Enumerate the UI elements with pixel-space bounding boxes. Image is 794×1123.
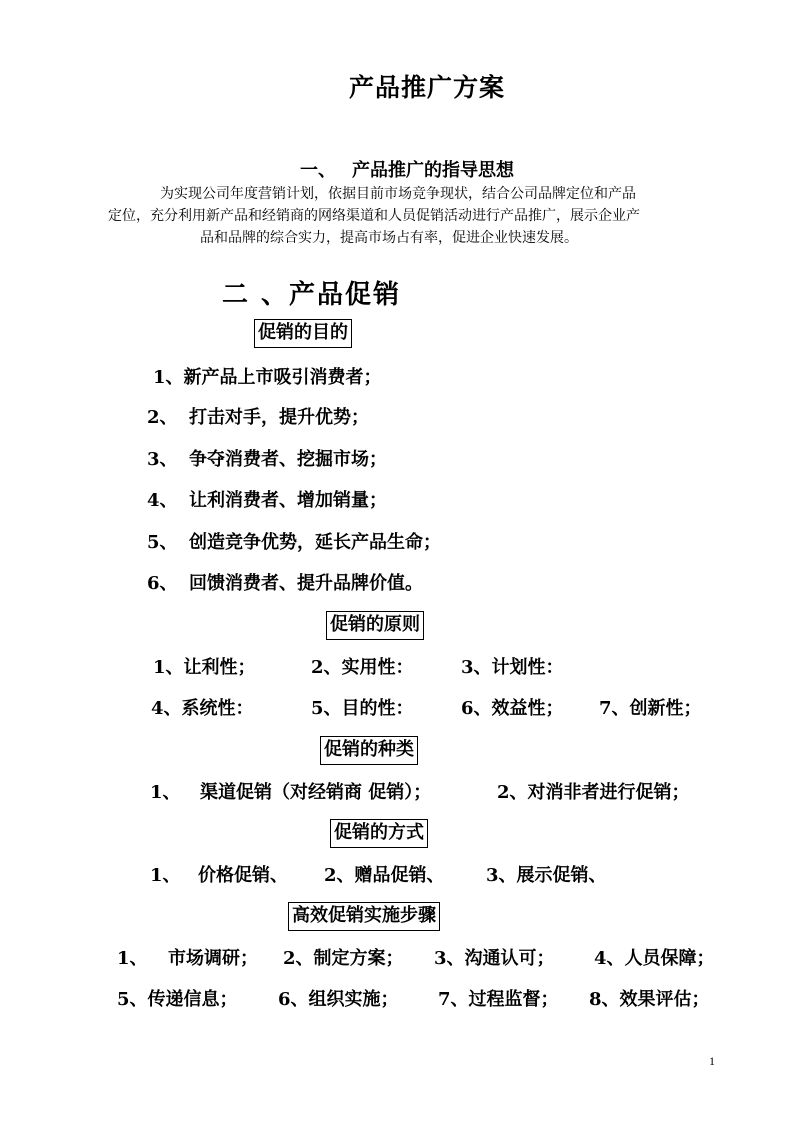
step-7: 7、过程监督； (438, 989, 559, 1010)
steps-label: 高效促销实施步骤 (288, 902, 440, 931)
principle-2: 2、实用性： (311, 657, 414, 678)
types-item-2: 2、对消非者进行促销； (497, 782, 690, 803)
purpose-item-text: 创造竞争优势，延长产品生命； (189, 532, 441, 553)
purpose-item-text: 新产品上市吸引消费者； (183, 367, 382, 388)
step-2: 2、制定方案； (283, 948, 404, 969)
section1-title: 产品推广的指导思想 (352, 160, 514, 181)
purpose-item-num: 3、 (147, 449, 178, 470)
types-label: 促销的种类 (320, 736, 418, 765)
types-num: 1、 (150, 782, 181, 803)
method-1: 价格促销、 (198, 865, 288, 886)
purpose-item-text: 争夺消费者、挖掘市场； (189, 449, 387, 470)
purpose-item-1 (153, 366, 382, 390)
purpose-item-3 (147, 448, 387, 472)
purpose-label: 促销的目的 (254, 319, 352, 348)
purpose-item-2 (147, 406, 369, 430)
paragraph-line-3: 品和品牌的综合实力，提高市场占有率，促进企业快速发展。 (200, 230, 578, 246)
purpose-item-5 (147, 531, 441, 555)
principle-4: 4、系统性： (151, 698, 254, 719)
purpose-item-text: 让利消费者、增加销量； (189, 490, 387, 511)
types-item-1: 渠道促销（对经销商 促销）； (200, 782, 432, 803)
step-6: 6、组织实施； (278, 989, 399, 1010)
step-8: 8、效果评估； (589, 989, 710, 1010)
purpose-item-num: 2、 (147, 407, 178, 428)
section2-heading: 二 、产品促销 (222, 280, 402, 310)
principle-1: 1、让利性； (153, 657, 256, 678)
step-3: 3、沟通认可； (434, 948, 555, 969)
step-5: 5、传递信息； (117, 989, 238, 1010)
method-3: 3、展示促销、 (486, 865, 607, 886)
paragraph-line-2: 定位，充分利用新产品和经销商的网络渠道和人员促销活动进行产品推广，展示企业产 (108, 208, 640, 224)
paragraph-line-1: 为实现公司年度营销计划，依据目前市场竞争现状，结合公司品牌定位和产品 (160, 186, 636, 202)
purpose-item-num: 6、 (147, 573, 178, 594)
step-4: 4、人员保障； (594, 948, 715, 969)
purpose-item-text: 回馈消费者、提升品牌价值。 (189, 573, 423, 594)
principle-5: 5、目的性： (311, 698, 414, 719)
section1-number: 一、 (300, 160, 336, 181)
purpose-item-text: 打击对手，提升优势； (189, 407, 369, 428)
principle-3: 3、计划性： (461, 657, 564, 678)
purpose-item-num: 5、 (147, 532, 178, 553)
page-number: 1 (709, 1054, 715, 1068)
principle-7: 7、创新性； (599, 698, 702, 719)
step-1: 市场调研； (168, 948, 258, 969)
document-title: 产品推广方案 (348, 73, 505, 102)
purpose-item-4 (147, 489, 387, 513)
section1-heading (300, 156, 514, 182)
principles-label: 促销的原则 (326, 611, 424, 640)
steps-num: 1、 (117, 948, 148, 969)
purpose-item-6 (147, 572, 423, 596)
methods-num: 1、 (150, 865, 181, 886)
principle-6: 6、效益性； (461, 698, 564, 719)
purpose-item-num: 4、 (147, 490, 178, 511)
method-2: 2、赠品促销、 (324, 865, 445, 886)
methods-label: 促销的方式 (330, 819, 428, 848)
purpose-item-num: 1、 (153, 367, 184, 388)
